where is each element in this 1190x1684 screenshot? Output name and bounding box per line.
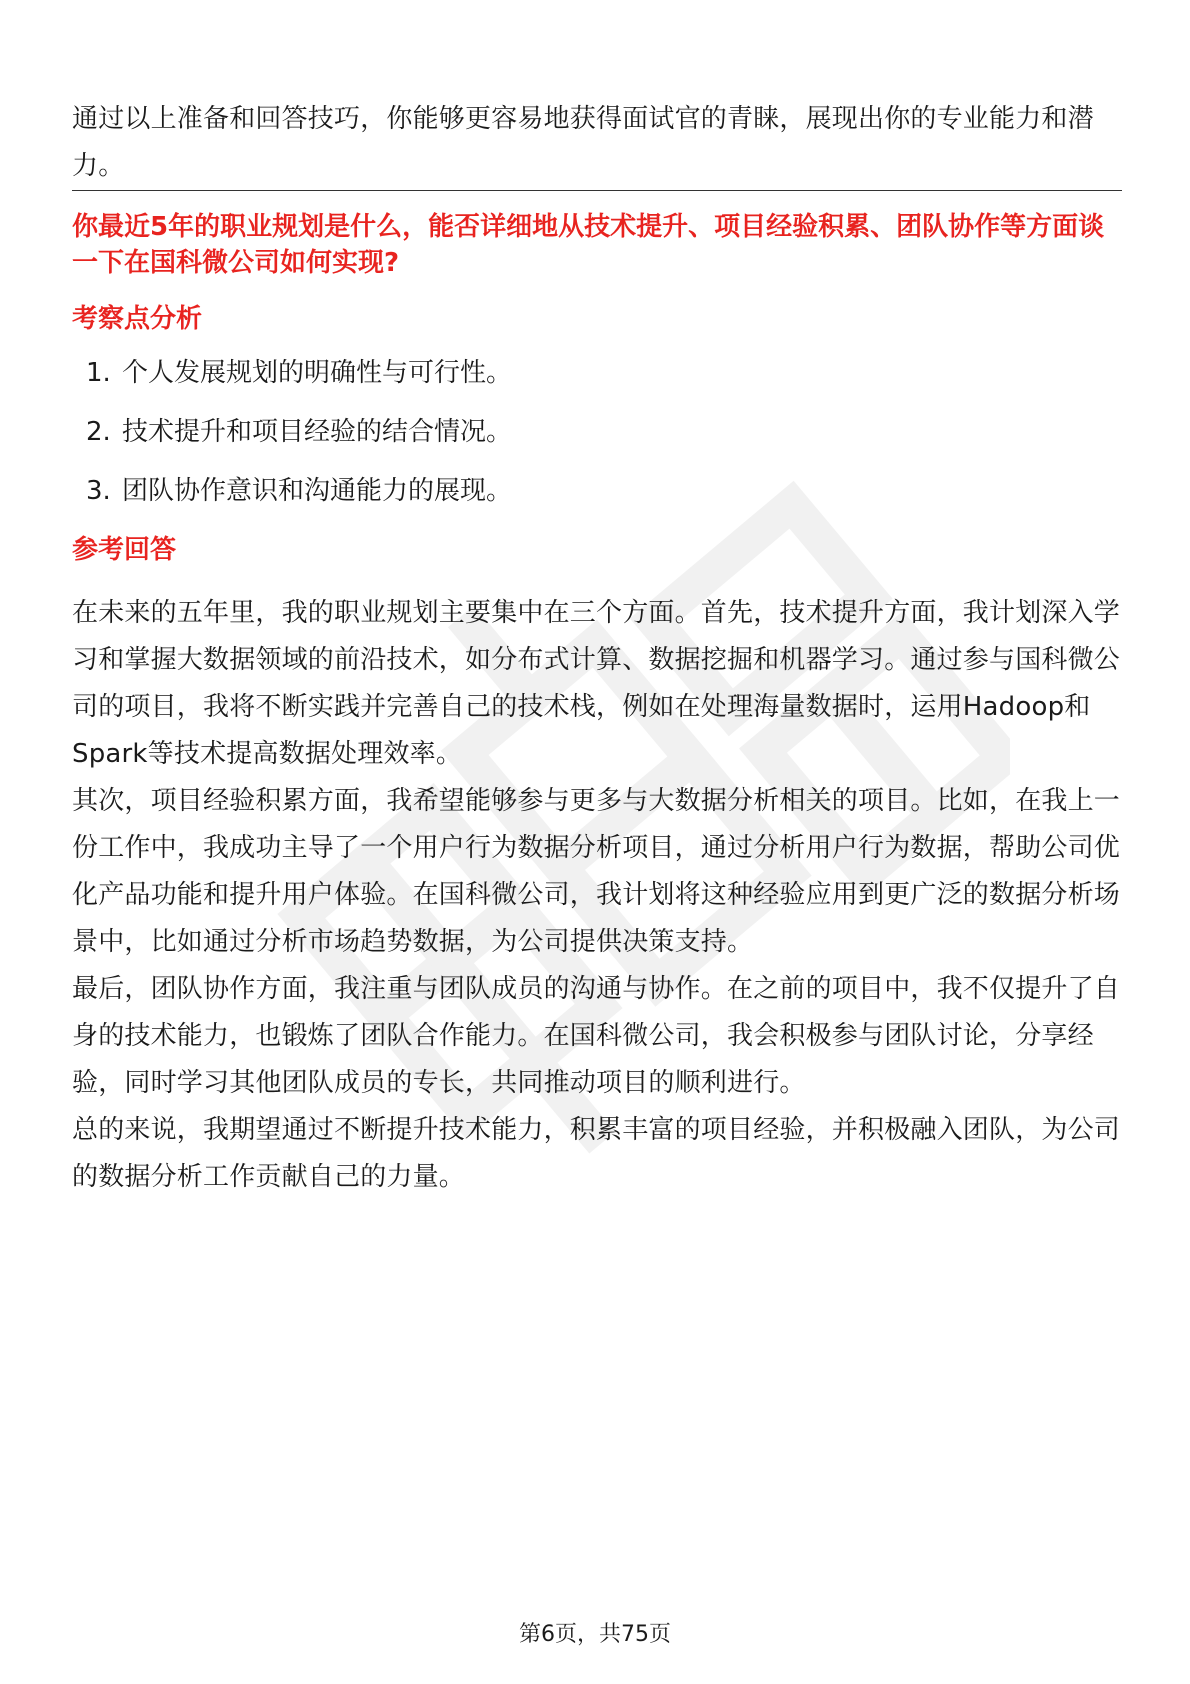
list-item [72, 473, 1122, 509]
list-item-number: 1. [86, 358, 111, 388]
list-item-text: 个人发展规划的明确性与可行性。 [122, 358, 513, 388]
answer-paragraph: 最后，团队协作方面，我注重与团队成员的沟通与协作。在之前的项目中，我不仅提升了自身的技术能力，也锻炼了团队合作能力。在国科微公司，我会积极参与团队讨论，分享经验，同时学习其他团队成员的专长，共同推动项目的顺利进行。 [72, 974, 1121, 1098]
analysis-list [72, 355, 1122, 509]
list-item-text: 团队协作意识和沟通能力的展现。 [122, 476, 513, 506]
document-body [72, 96, 1122, 1201]
list-item-text: 技术提升和项目经验的结合情况。 [122, 417, 513, 447]
question-heading: 你最近5年的职业规划是什么，能否详细地从技术提升、项目经验积累、团队协作等方面谈一下在国科微公司如何实现? [72, 212, 1105, 278]
answer-paragraph: 其次，项目经验积累方面，我希望能够参与更多与大数据分析相关的项目。比如，在我上一份工作中，我成功主导了一个用户行为数据分析项目，通过分析用户行为数据，帮助公司优化产品功能和提升用户体验。在国科微公司，我计划将这种经验应用到更广泛的数据分析场景中，比如通过分析市场趋势数据，为公司提供决策支持。 [72, 786, 1121, 957]
page-number: 第6页，共75页 [519, 1622, 671, 1647]
answer-paragraph: 总的来说，我期望通过不断提升技术能力，积累丰富的项目经验，并积极融入团队，为公司的数据分析工作贡献自己的力量。 [72, 1115, 1121, 1192]
list-item [72, 414, 1122, 450]
intro-paragraph: 通过以上准备和回答技巧，你能够更容易地获得面试官的青睐，展现出你的专业能力和潜力。 [72, 104, 1094, 181]
list-item-number: 2. [86, 417, 111, 447]
list-item [72, 355, 1122, 391]
answer-heading: 参考回答 [72, 535, 177, 565]
answer-paragraph: 在未来的五年里，我的职业规划主要集中在三个方面。首先，技术提升方面，我计划深入学习和掌握大数据领域的前沿技术，如分布式计算、数据挖掘和机器学习。通过参与国科微公司的项目，我将不断实践并完善自己的技术栈，例如在处理海量数据时，运用Hadoop和Spark等技术提高数据处理效率。 [72, 598, 1121, 769]
list-item-number: 3. [86, 476, 111, 506]
section-divider [72, 190, 1122, 191]
analysis-heading: 考察点分析 [72, 304, 203, 334]
